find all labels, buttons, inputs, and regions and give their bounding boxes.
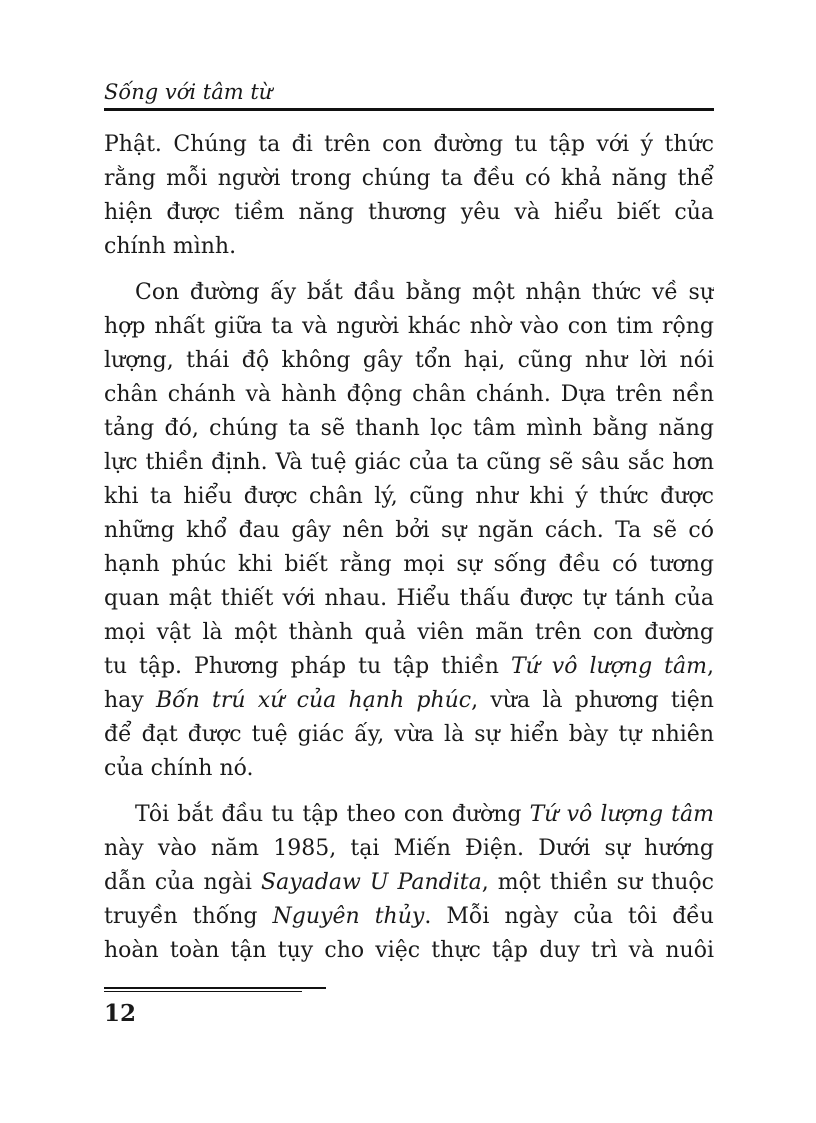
footer-rule (104, 987, 326, 989)
running-head-title: Sống với tâm từ (104, 80, 273, 104)
text-line: lượng, thái độ không gây tổn hại, cũng như lời nói (104, 348, 714, 373)
text-segment: , vừa là phương tiện (471, 688, 714, 713)
italic-term: Sayadaw U Pandita (261, 870, 482, 895)
text-line: Phật. Chúng ta đi trên con đường tu tập với ý thức (104, 132, 714, 157)
text-segment: truyền thống (104, 904, 273, 929)
paragraph-gap (104, 786, 714, 798)
text-line: quan mật thiết với nhau. Hiểu thấu được tự tánh của (104, 586, 714, 611)
text-segment: . Mỗi ngày của tôi đều (424, 904, 714, 929)
text-segment: tu tập. Phương pháp tu tập thiền (104, 654, 511, 679)
paragraph-gap (104, 264, 714, 276)
page-number: 12 (104, 1000, 137, 1027)
italic-term: Bốn trú xứ của hạnh phúc (155, 688, 472, 713)
italic-term: Tứ vô lượng tâm (529, 802, 714, 827)
text-line: tảng đó, chúng ta sẽ thanh lọc tâm mình bằng năng (104, 416, 714, 441)
text-line (104, 798, 714, 832)
text-line: hạnh phúc khi biết rằng mọi sự sống đều có tương (104, 552, 714, 577)
text-line: lực thiền định. Và tuệ giác của ta cũng sẽ sâu sắc hơn (104, 450, 714, 475)
text-line (104, 684, 714, 718)
text-line: mọi vật là một thành quả viên mãn trên con đường (104, 620, 714, 645)
text-line: những khổ đau gây nên bởi sự ngăn cách. Ta sẽ có (104, 518, 714, 543)
text-segment: , (707, 654, 714, 679)
text-segment: dẫn của ngài (104, 870, 262, 895)
text-segment: Tôi bắt đầu tu tập theo con đường (135, 802, 530, 827)
text-line (104, 650, 714, 684)
text-line: Con đường ấy bắt đầu bằng một nhận thức về sự (135, 280, 714, 305)
text-segment: , một thiền sư thuộc (481, 870, 714, 895)
text-line: chân chánh và hành động chân chánh. Dựa trên nền (104, 382, 714, 407)
text-line: để đạt được tuệ giác ấy, vừa là sự hiển bày tự nhiên (104, 722, 714, 747)
text-line: này vào năm 1985, tại Miến Điện. Dưới sự hướng (104, 836, 714, 861)
text-line: khi ta hiểu được chân lý, cũng như khi ý thức được (104, 484, 714, 509)
italic-term: Tứ vô lượng tâm (510, 654, 707, 679)
text-segment: hay (104, 688, 156, 713)
text-line (104, 900, 714, 934)
italic-term: Nguyên thủy (272, 904, 425, 929)
paragraph-3 (104, 798, 714, 968)
paragraph-2 (104, 276, 714, 786)
text-line: rằng mỗi người trong chúng ta đều có khả năng thể (104, 166, 714, 191)
text-line: chính mình. (104, 234, 237, 259)
text-line: hiện được tiềm năng thương yêu và hiểu biết của (104, 200, 714, 225)
text-line (104, 866, 714, 900)
text-line: hoàn toàn tận tụy cho việc thực tập duy trì và nuôi (104, 938, 714, 963)
header-rule (104, 108, 714, 111)
text-line: hợp nhất giữa ta và người khác nhờ vào con tim rộng (104, 314, 714, 339)
paragraph-1 (104, 128, 714, 264)
body-text (104, 128, 714, 968)
text-line: của chính nó. (104, 756, 254, 781)
